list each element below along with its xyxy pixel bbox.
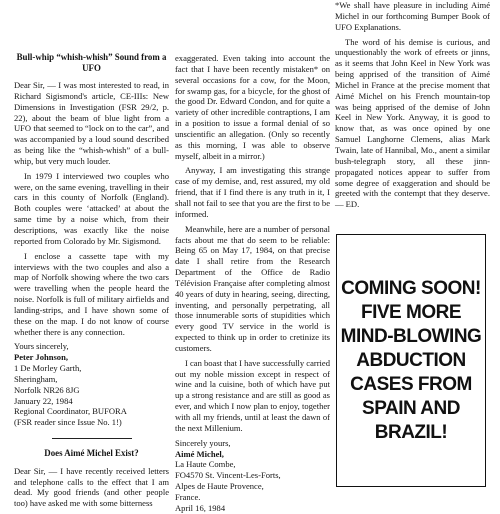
top-spacer — [14, 0, 169, 52]
signature-line: Sincerely yours, — [175, 437, 231, 448]
letter-paragraph: Dear Sir, — I was most interested to read, in Richard Sigismond's article, CE-IIIs: New Dimensions in Investigation (FSR 29/2, p. 22), about the beam of blue light from a UFO that seemed to “lock on to the car”, and was accompanied by a loud sound described as being like the “whish-whish” of a bull-whip, but very much louder. — [14, 80, 169, 166]
column-middle — [175, 0, 330, 513]
section-divider — [52, 438, 132, 439]
signature-line: 1 De Morley Garth, — [14, 363, 82, 374]
advert-line: ABDUCTION — [356, 349, 466, 371]
letter-paragraph: In 1979 I interviewed two couples who were, on the same evening, travelling in their cars in this county of Norfolk (England). Both couples were ‘attacked’ at about the same time by a noise which, from their descriptions, was exactly like the noise reported from Colorado by Mr. Sigismond. — [14, 170, 169, 246]
signature-line: La Haute Combe, — [175, 459, 236, 470]
column-left — [14, 0, 169, 509]
letter-paragraph: Meanwhile, here are a number of personal facts about me that do seem to be reliable: Being 65 on May 17, 1984, on that precise date I shall retire from the Research Department of the Office de Radio Télévision Française after completing almost 40 years of duty in hearing, seeing, directing, inventing, and personally perpetrating, all those innumerable sorts of stupidities which every good TV service in the world is expected to think up in order to cretinize its customers. — [175, 223, 330, 353]
signature-line: Norfolk NR26 8JG — [14, 384, 80, 395]
letter-paragraph: exaggerated. Even taking into account the fact that I have been recently mistaken* on several occasions for a cow, for the Moon, for swamp gas, for a bicycle, for the ghost of the good Dr. Edward Condon, and for quite a variety of other incredible contraptions, I am in a position to issue a formal denial of so unscientific an allegation. (Only so recently as this morning, I was able to observe myself, albeit in a mirror.) — [175, 53, 330, 161]
signature-line: FO4570 St. Vincent-Les-Forts, — [175, 470, 281, 481]
signature-line: January 22, 1984 — [14, 395, 73, 406]
letter-paragraph: Dear Sir, — I have recently received letters and telephone calls to the effect that I am dead. My good friends (and other people too) have asked me with some bitterness — [14, 465, 169, 509]
editor-note: *We shall have pleasure in including Aimé Michel in our forthcoming Bumper Book of UFO Explanations. — [335, 0, 490, 32]
top-spacer — [175, 0, 330, 53]
letter-title-aime-michel: Does Aimé Michel Exist? — [44, 448, 139, 459]
signature-line: Sheringham, — [14, 373, 58, 384]
signature-line: Alpes de Haute Provence, — [175, 481, 264, 492]
signature-name: Peter Johnson, — [14, 352, 68, 363]
signature-line: Yours sincerely, — [14, 341, 69, 352]
signature-line: France. — [175, 491, 201, 502]
letter-paragraph: I can boast that I have successfully carried out my noble mission except in respect of wine and la cuisine, both of which have put up a strong resistance and are still as good as ever, and which I now plan to enjoy, together with all my friends, until at least the dawn of the next Millenium. — [175, 357, 330, 433]
signature-name: Aimé Michel, — [175, 448, 224, 459]
advert-line: COMING SOON! — [341, 277, 481, 299]
letter-signature — [14, 341, 169, 428]
letter-paragraph: Anyway, I am investigating this strange case of my demise, and, rest assured, my old friend, that if I find there is any truth in it, I shall not fail to see that you are the first to be informed. — [175, 165, 330, 219]
letter-signature — [175, 438, 330, 514]
advert-line: SPAIN AND — [362, 397, 460, 419]
signature-line: April 16, 1984 — [175, 502, 226, 513]
coming-soon-advert — [336, 234, 486, 487]
signature-line: Regional Coordinator, BUFORA — [14, 406, 127, 417]
editor-note: The word of his demise is curious, and unquestionably the work of efreets or jinns, as it seems that John Keel in New York was being apprised of the transition of Aimé Michel in France at the precise moment that Aimé Michel on his French mountain-top was being apprised of the demise of John Keel in New York. Anyway, it is good to know that, as was once opined by one Samuel Langhorne Clemens, alias Mark Twain, late of Hannibal, Mo., anent a similar bush-telegraph story, all these jinn-propagated notices appear to suffer from some degree of exaggeration and should be greeted with the contempt that they deserve. — ED. — [335, 36, 490, 210]
signature-line: (FSR reader since Issue No. 1!) — [14, 417, 122, 428]
letter-title-bullwhip: Bull-whip “whish-whish” Sound from a UFO — [16, 52, 167, 73]
advert-line: FIVE MORE — [360, 301, 461, 323]
advert-line: BRAZIL! — [374, 421, 448, 443]
advert-line: CASES FROM — [350, 373, 472, 395]
advert-line: MIND-BLOWING — [340, 325, 482, 347]
letter-paragraph: I enclose a cassette tape with my interviews with the two couples and also a map of Norfolk showing where the two cars were travelling when the people heard the noise. Norfolk is full of military airfields and landing-strips, and I have shown some of these on the map. I do not know of course whether there is any connection. — [14, 250, 169, 337]
